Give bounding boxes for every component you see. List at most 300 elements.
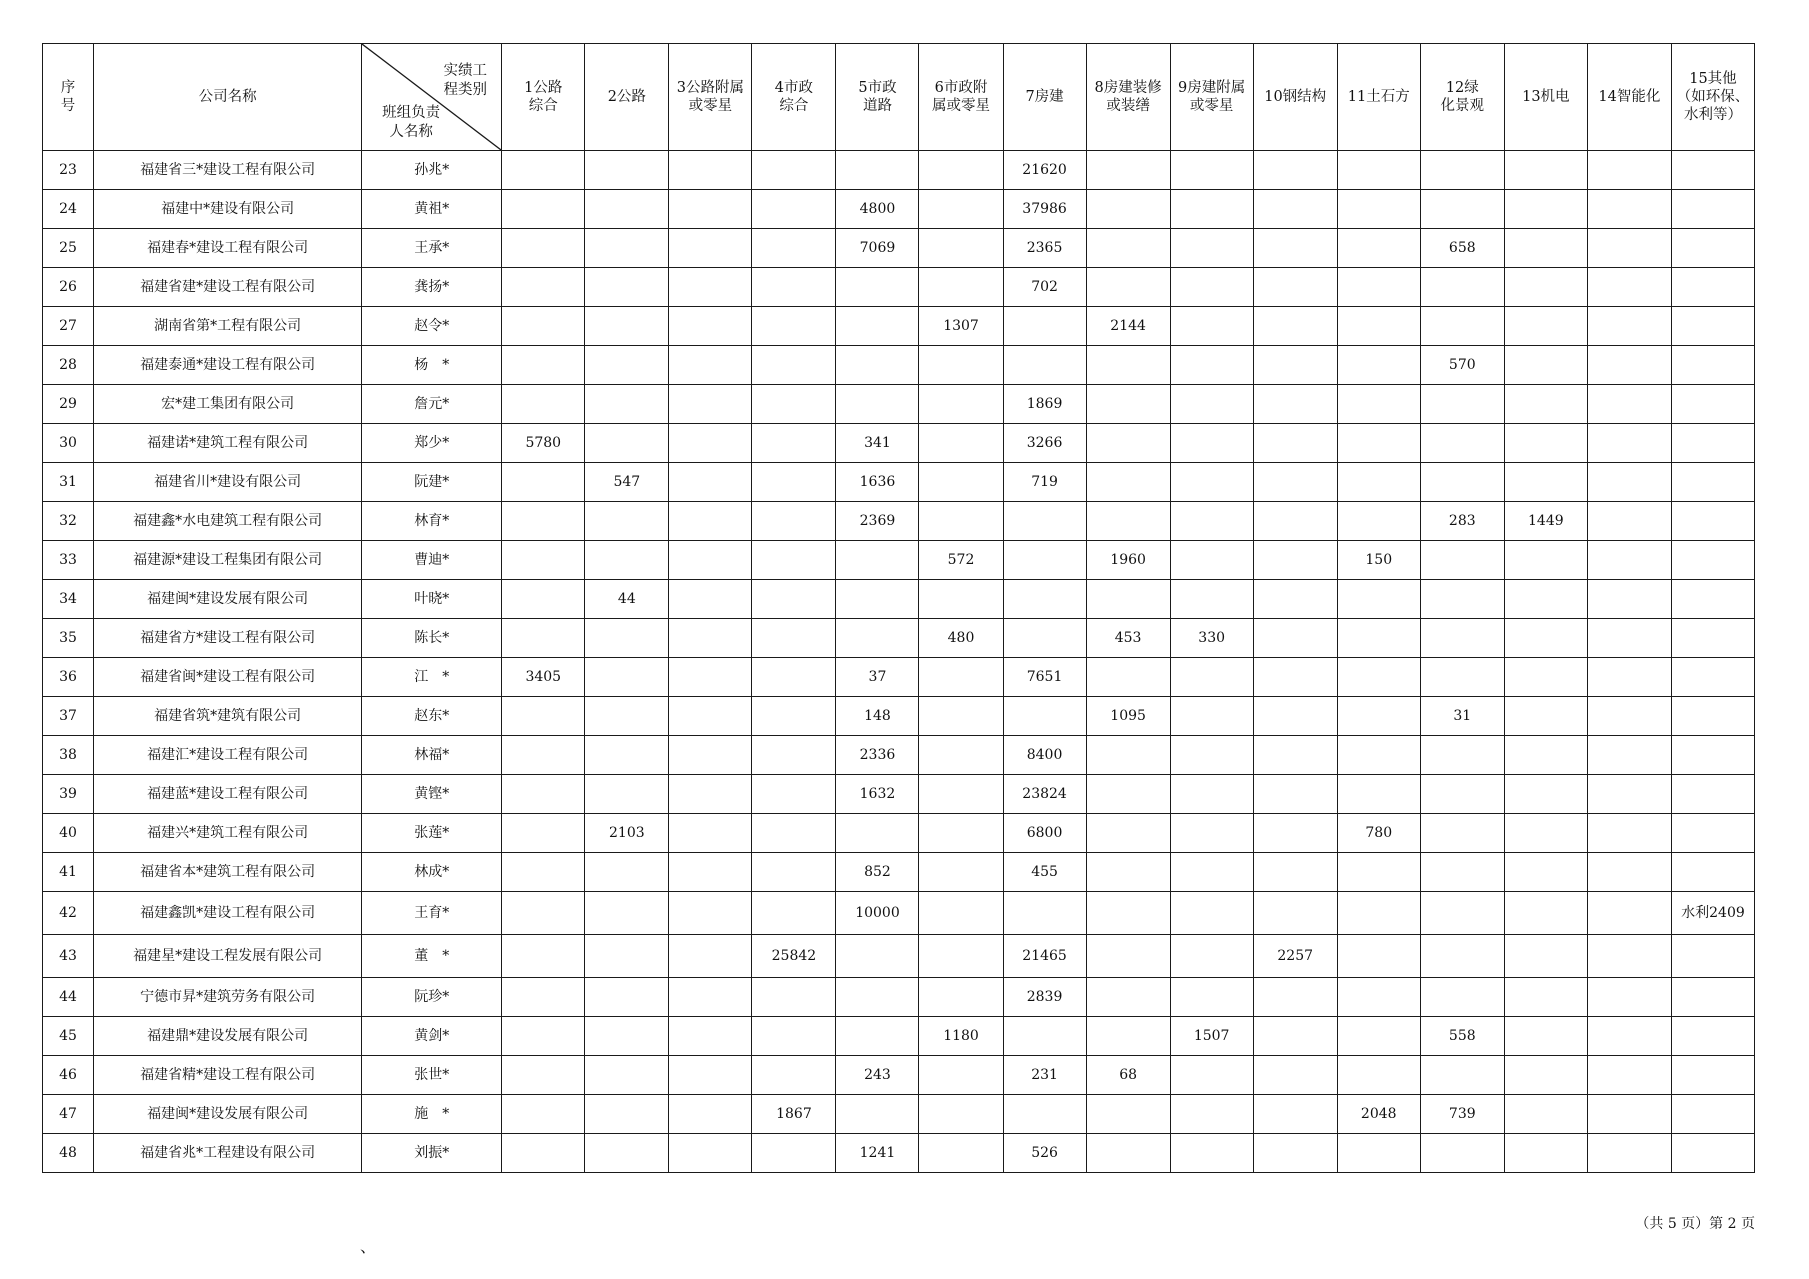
row-cat-4 — [752, 502, 836, 541]
row-cat-11: 150 — [1337, 541, 1420, 580]
row-cat-6: 480 — [919, 619, 1003, 658]
header-cat-2: 2公路 — [585, 44, 669, 151]
row-cat-10 — [1253, 619, 1337, 658]
row-cat-10 — [1253, 853, 1337, 892]
row-cat-14 — [1587, 268, 1671, 307]
row-cat-9 — [1170, 580, 1253, 619]
row-cat-4 — [752, 580, 836, 619]
row-cat-2 — [585, 1017, 669, 1056]
row-cat-15 — [1671, 307, 1754, 346]
row-cat-15 — [1671, 658, 1754, 697]
header-cat-11: 11土石方 — [1337, 44, 1420, 151]
row-cat-13 — [1504, 541, 1587, 580]
row-cat-1 — [502, 1134, 585, 1173]
row-cat-13 — [1504, 1056, 1587, 1095]
row-leader: 龚扬* — [362, 268, 502, 307]
row-cat-5: 10000 — [836, 892, 919, 935]
row-cat-1 — [502, 346, 585, 385]
row-leader: 王承* — [362, 229, 502, 268]
row-company: 福建省川*建设有限公司 — [94, 463, 362, 502]
row-leader: 张莲* — [362, 814, 502, 853]
row-cat-12 — [1420, 268, 1504, 307]
header-cat-10: 10钢结构 — [1253, 44, 1337, 151]
row-leader: 施 * — [362, 1095, 502, 1134]
row-cat-6: 1180 — [919, 1017, 1003, 1056]
row-cat-4 — [752, 268, 836, 307]
row-cat-6 — [919, 814, 1003, 853]
row-cat-14 — [1587, 1056, 1671, 1095]
row-cat-9 — [1170, 385, 1253, 424]
row-cat-13 — [1504, 151, 1587, 190]
header-cat-15: 15其他（如环保、水利等） — [1671, 44, 1754, 151]
row-cat-6 — [919, 385, 1003, 424]
row-cat-2: 2103 — [585, 814, 669, 853]
row-cat-1 — [502, 502, 585, 541]
row-cat-14 — [1587, 463, 1671, 502]
row-cat-10 — [1253, 229, 1337, 268]
table-row — [43, 229, 1755, 268]
row-cat-14 — [1587, 736, 1671, 775]
row-cat-11 — [1337, 424, 1420, 463]
table-row — [43, 935, 1755, 978]
row-company: 福建省本*建筑工程有限公司 — [94, 853, 362, 892]
row-leader: 林育* — [362, 502, 502, 541]
row-cat-1 — [502, 385, 585, 424]
row-cat-6 — [919, 424, 1003, 463]
row-cat-1 — [502, 268, 585, 307]
row-cat-4 — [752, 697, 836, 736]
table-row — [43, 814, 1755, 853]
row-cat-15 — [1671, 502, 1754, 541]
row-cat-9 — [1170, 697, 1253, 736]
row-cat-3 — [669, 1095, 752, 1134]
row-cat-6 — [919, 463, 1003, 502]
row-cat-2 — [585, 190, 669, 229]
row-leader: 黄祖* — [362, 190, 502, 229]
row-leader: 赵令* — [362, 307, 502, 346]
row-cat-8: 1960 — [1086, 541, 1170, 580]
row-cat-8 — [1086, 978, 1170, 1017]
row-cat-11 — [1337, 229, 1420, 268]
row-cat-10 — [1253, 1056, 1337, 1095]
header-category-label: 实绩工程类别 — [443, 63, 487, 98]
row-cat-8: 2144 — [1086, 307, 1170, 346]
row-cat-9 — [1170, 1134, 1253, 1173]
row-cat-7: 37986 — [1003, 190, 1086, 229]
row-cat-5: 7069 — [836, 229, 919, 268]
row-cat-5 — [836, 580, 919, 619]
row-company: 福建兴*建筑工程有限公司 — [94, 814, 362, 853]
row-cat-3 — [669, 1134, 752, 1173]
row-cat-9 — [1170, 151, 1253, 190]
row-cat-5 — [836, 978, 919, 1017]
row-seq: 40 — [43, 814, 94, 853]
row-cat-12 — [1420, 775, 1504, 814]
row-cat-1 — [502, 697, 585, 736]
row-cat-14 — [1587, 775, 1671, 814]
row-cat-13 — [1504, 463, 1587, 502]
row-cat-15 — [1671, 346, 1754, 385]
row-cat-7 — [1003, 346, 1086, 385]
row-cat-13 — [1504, 978, 1587, 1017]
row-cat-6: 1307 — [919, 307, 1003, 346]
row-cat-9 — [1170, 229, 1253, 268]
row-cat-1 — [502, 892, 585, 935]
row-cat-9 — [1170, 463, 1253, 502]
row-cat-3 — [669, 229, 752, 268]
row-cat-2 — [585, 502, 669, 541]
row-leader: 林福* — [362, 736, 502, 775]
table-row — [43, 268, 1755, 307]
row-cat-12: 658 — [1420, 229, 1504, 268]
row-cat-13 — [1504, 346, 1587, 385]
row-company: 湖南省第*工程有限公司 — [94, 307, 362, 346]
header-seq: 序号 — [43, 44, 94, 151]
row-cat-4 — [752, 346, 836, 385]
header-cat-3: 3公路附属或零星 — [669, 44, 752, 151]
row-cat-9 — [1170, 1056, 1253, 1095]
row-cat-4 — [752, 307, 836, 346]
row-cat-11 — [1337, 385, 1420, 424]
row-cat-13 — [1504, 619, 1587, 658]
row-cat-5: 341 — [836, 424, 919, 463]
row-cat-3 — [669, 268, 752, 307]
header-cat-12: 12绿化景观 — [1420, 44, 1504, 151]
row-leader: 黄剑* — [362, 1017, 502, 1056]
row-leader: 陈长* — [362, 619, 502, 658]
row-cat-7 — [1003, 619, 1086, 658]
row-company: 宏*建工集团有限公司 — [94, 385, 362, 424]
row-cat-11 — [1337, 892, 1420, 935]
row-cat-10 — [1253, 1134, 1337, 1173]
row-cat-1 — [502, 229, 585, 268]
row-cat-9 — [1170, 268, 1253, 307]
row-cat-3 — [669, 619, 752, 658]
row-cat-14 — [1587, 853, 1671, 892]
table-row — [43, 580, 1755, 619]
row-cat-6 — [919, 775, 1003, 814]
row-cat-15 — [1671, 853, 1754, 892]
row-seq: 45 — [43, 1017, 94, 1056]
row-cat-12 — [1420, 1134, 1504, 1173]
row-leader: 郑少* — [362, 424, 502, 463]
row-cat-15 — [1671, 190, 1754, 229]
row-cat-12 — [1420, 463, 1504, 502]
row-seq: 30 — [43, 424, 94, 463]
row-leader: 孙兆* — [362, 151, 502, 190]
row-cat-2 — [585, 1095, 669, 1134]
table-row — [43, 892, 1755, 935]
row-cat-8 — [1086, 935, 1170, 978]
row-cat-13 — [1504, 190, 1587, 229]
row-cat-4 — [752, 385, 836, 424]
row-seq: 39 — [43, 775, 94, 814]
row-cat-2 — [585, 541, 669, 580]
row-cat-15 — [1671, 268, 1754, 307]
table-row — [43, 151, 1755, 190]
row-cat-6 — [919, 658, 1003, 697]
row-cat-4 — [752, 619, 836, 658]
row-cat-5 — [836, 268, 919, 307]
row-cat-11 — [1337, 346, 1420, 385]
row-cat-15 — [1671, 580, 1754, 619]
row-company: 福建省三*建设工程有限公司 — [94, 151, 362, 190]
row-company: 福建鼎*建设发展有限公司 — [94, 1017, 362, 1056]
row-cat-10 — [1253, 736, 1337, 775]
row-cat-15: 水利2409 — [1671, 892, 1754, 935]
row-cat-14 — [1587, 580, 1671, 619]
row-cat-13 — [1504, 814, 1587, 853]
header-cat-1: 1公路综合 — [502, 44, 585, 151]
row-seq: 44 — [43, 978, 94, 1017]
row-seq: 23 — [43, 151, 94, 190]
row-cat-4 — [752, 853, 836, 892]
row-company: 福建省闽*建设工程有限公司 — [94, 658, 362, 697]
row-cat-8 — [1086, 190, 1170, 229]
row-cat-5 — [836, 619, 919, 658]
header-cat-8: 8房建装修或装缮 — [1086, 44, 1170, 151]
row-cat-1 — [502, 814, 585, 853]
row-cat-8 — [1086, 1095, 1170, 1134]
row-cat-3 — [669, 978, 752, 1017]
row-cat-11 — [1337, 190, 1420, 229]
row-cat-6 — [919, 978, 1003, 1017]
row-cat-11 — [1337, 619, 1420, 658]
table-row — [43, 385, 1755, 424]
row-cat-3 — [669, 853, 752, 892]
row-cat-3 — [669, 424, 752, 463]
row-cat-1 — [502, 736, 585, 775]
row-cat-14 — [1587, 619, 1671, 658]
row-cat-4 — [752, 541, 836, 580]
row-cat-10 — [1253, 190, 1337, 229]
row-cat-1 — [502, 1095, 585, 1134]
row-cat-12 — [1420, 619, 1504, 658]
row-cat-11 — [1337, 502, 1420, 541]
row-cat-15 — [1671, 463, 1754, 502]
row-cat-5 — [836, 346, 919, 385]
row-cat-15 — [1671, 814, 1754, 853]
row-cat-13 — [1504, 697, 1587, 736]
row-cat-2: 547 — [585, 463, 669, 502]
row-cat-12 — [1420, 935, 1504, 978]
row-seq: 32 — [43, 502, 94, 541]
row-company: 福建源*建设工程集团有限公司 — [94, 541, 362, 580]
table-row — [43, 658, 1755, 697]
row-cat-15 — [1671, 736, 1754, 775]
row-cat-15 — [1671, 935, 1754, 978]
row-cat-14 — [1587, 935, 1671, 978]
row-cat-12 — [1420, 814, 1504, 853]
row-seq: 27 — [43, 307, 94, 346]
row-cat-1 — [502, 1056, 585, 1095]
row-cat-15 — [1671, 385, 1754, 424]
row-cat-5 — [836, 1095, 919, 1134]
row-cat-4 — [752, 229, 836, 268]
row-cat-3 — [669, 814, 752, 853]
row-cat-13 — [1504, 424, 1587, 463]
row-cat-14 — [1587, 502, 1671, 541]
row-cat-1 — [502, 541, 585, 580]
row-cat-10 — [1253, 697, 1337, 736]
row-cat-6 — [919, 892, 1003, 935]
header-company: 公司名称 — [94, 44, 362, 151]
table-row — [43, 541, 1755, 580]
row-cat-6 — [919, 502, 1003, 541]
row-cat-11 — [1337, 775, 1420, 814]
row-cat-3 — [669, 935, 752, 978]
page-footer: （共 5 页）第 2 页 — [1635, 1216, 1755, 1232]
row-cat-4 — [752, 814, 836, 853]
row-cat-2 — [585, 658, 669, 697]
row-company: 福建蓝*建设工程有限公司 — [94, 775, 362, 814]
row-cat-11 — [1337, 853, 1420, 892]
row-cat-8 — [1086, 1017, 1170, 1056]
row-cat-9: 1507 — [1170, 1017, 1253, 1056]
row-cat-3 — [669, 151, 752, 190]
row-cat-8 — [1086, 385, 1170, 424]
row-cat-4 — [752, 424, 836, 463]
row-cat-7: 21620 — [1003, 151, 1086, 190]
row-cat-3 — [669, 1017, 752, 1056]
row-seq: 47 — [43, 1095, 94, 1134]
row-cat-5: 2369 — [836, 502, 919, 541]
row-cat-8 — [1086, 853, 1170, 892]
header-cat-7: 7房建 — [1003, 44, 1086, 151]
row-cat-8: 1095 — [1086, 697, 1170, 736]
row-cat-5 — [836, 935, 919, 978]
row-cat-7 — [1003, 697, 1086, 736]
row-cat-14 — [1587, 1017, 1671, 1056]
row-cat-10 — [1253, 346, 1337, 385]
row-cat-14 — [1587, 151, 1671, 190]
row-cat-11 — [1337, 1056, 1420, 1095]
row-cat-13 — [1504, 229, 1587, 268]
row-cat-6 — [919, 151, 1003, 190]
row-cat-15 — [1671, 978, 1754, 1017]
row-cat-11 — [1337, 1017, 1420, 1056]
stray-mark: 、 — [360, 1237, 377, 1256]
row-cat-7: 6800 — [1003, 814, 1086, 853]
row-cat-5: 243 — [836, 1056, 919, 1095]
row-cat-9: 330 — [1170, 619, 1253, 658]
row-cat-13 — [1504, 935, 1587, 978]
row-cat-14 — [1587, 541, 1671, 580]
row-cat-7 — [1003, 502, 1086, 541]
row-cat-8: 68 — [1086, 1056, 1170, 1095]
row-cat-10 — [1253, 463, 1337, 502]
row-cat-12 — [1420, 978, 1504, 1017]
row-cat-11 — [1337, 935, 1420, 978]
row-cat-8 — [1086, 775, 1170, 814]
row-seq: 25 — [43, 229, 94, 268]
row-cat-9 — [1170, 1095, 1253, 1134]
row-leader: 赵东* — [362, 697, 502, 736]
row-cat-8 — [1086, 151, 1170, 190]
row-cat-4 — [752, 151, 836, 190]
row-cat-8 — [1086, 346, 1170, 385]
row-seq: 36 — [43, 658, 94, 697]
row-cat-8 — [1086, 502, 1170, 541]
row-cat-10 — [1253, 658, 1337, 697]
row-cat-14 — [1587, 814, 1671, 853]
row-cat-7: 8400 — [1003, 736, 1086, 775]
row-cat-14 — [1587, 385, 1671, 424]
row-cat-3 — [669, 502, 752, 541]
row-company: 福建汇*建设工程有限公司 — [94, 736, 362, 775]
row-cat-2 — [585, 1056, 669, 1095]
row-cat-14 — [1587, 658, 1671, 697]
row-cat-4 — [752, 658, 836, 697]
row-cat-13 — [1504, 385, 1587, 424]
row-cat-4 — [752, 463, 836, 502]
row-cat-2 — [585, 151, 669, 190]
row-seq: 31 — [43, 463, 94, 502]
row-cat-15 — [1671, 697, 1754, 736]
row-cat-10: 2257 — [1253, 935, 1337, 978]
row-cat-11: 780 — [1337, 814, 1420, 853]
row-leader: 江 * — [362, 658, 502, 697]
row-cat-9 — [1170, 935, 1253, 978]
row-cat-4 — [752, 978, 836, 1017]
row-cat-15 — [1671, 775, 1754, 814]
row-cat-10 — [1253, 978, 1337, 1017]
row-cat-12 — [1420, 307, 1504, 346]
row-cat-15 — [1671, 1095, 1754, 1134]
row-cat-1 — [502, 775, 585, 814]
row-cat-10 — [1253, 424, 1337, 463]
row-cat-15 — [1671, 424, 1754, 463]
row-cat-8 — [1086, 814, 1170, 853]
row-cat-11: 2048 — [1337, 1095, 1420, 1134]
row-cat-13 — [1504, 1095, 1587, 1134]
row-cat-7: 702 — [1003, 268, 1086, 307]
table-row — [43, 978, 1755, 1017]
row-cat-4 — [752, 775, 836, 814]
row-cat-6 — [919, 1056, 1003, 1095]
row-cat-8 — [1086, 463, 1170, 502]
row-cat-9 — [1170, 814, 1253, 853]
row-seq: 34 — [43, 580, 94, 619]
row-seq: 29 — [43, 385, 94, 424]
row-cat-5 — [836, 814, 919, 853]
row-leader: 张世* — [362, 1056, 502, 1095]
row-leader: 阮珍* — [362, 978, 502, 1017]
row-cat-11 — [1337, 463, 1420, 502]
table-row — [43, 736, 1755, 775]
row-cat-12 — [1420, 1056, 1504, 1095]
table-row — [43, 853, 1755, 892]
row-cat-8 — [1086, 229, 1170, 268]
row-cat-5 — [836, 385, 919, 424]
row-cat-5 — [836, 1017, 919, 1056]
row-cat-1 — [502, 853, 585, 892]
row-seq: 46 — [43, 1056, 94, 1095]
row-cat-14 — [1587, 892, 1671, 935]
row-seq: 24 — [43, 190, 94, 229]
row-cat-14 — [1587, 229, 1671, 268]
row-cat-12 — [1420, 580, 1504, 619]
row-cat-2 — [585, 619, 669, 658]
row-company: 福建鑫*水电建筑工程有限公司 — [94, 502, 362, 541]
row-leader: 刘振* — [362, 1134, 502, 1173]
row-cat-15 — [1671, 619, 1754, 658]
row-cat-13 — [1504, 580, 1587, 619]
header-row — [43, 44, 1755, 151]
row-cat-1 — [502, 580, 585, 619]
row-seq: 38 — [43, 736, 94, 775]
table-row — [43, 697, 1755, 736]
